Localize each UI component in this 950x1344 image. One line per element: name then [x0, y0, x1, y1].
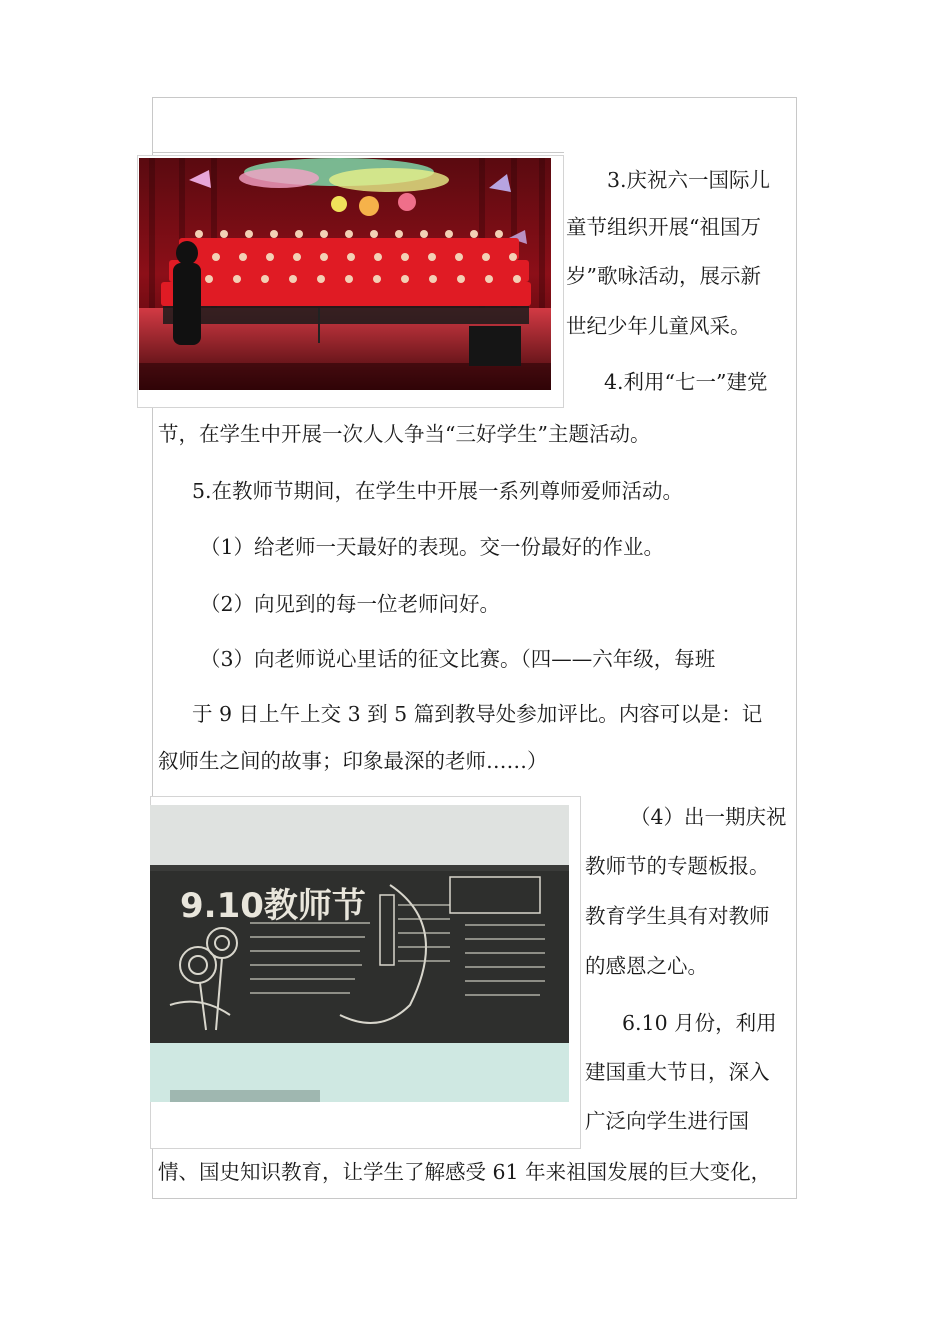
paragraph-6-line-3: 广泛向学生进行国 [585, 1109, 749, 1133]
paragraph-3-line-1: 3.庆祝六一国际儿 [607, 168, 771, 192]
sub-item-3-line-2: 于 9 日上午上交 3 到 5 篇到教导处参加评比。内容可以是：记 [192, 702, 763, 726]
paragraph-4-line-2: 节，在学生中开展一次人人争当“三好学生”主题活动。 [158, 422, 651, 446]
choir-photo-graphic [139, 158, 551, 390]
sub-item-4-line-4: 的感恩之心。 [585, 954, 708, 978]
blackboard-title: 9.10教师节 [180, 886, 366, 926]
sub-item-3-line-1: （3）向老师说心里话的征文比赛。（四——六年级，每班 [200, 647, 716, 671]
paragraph-3-line-2: 童节组织开展“祖国万 [566, 215, 761, 239]
paragraph-4-line-1: 4.利用“七一”建党 [604, 370, 768, 394]
sub-item-4-line-2: 教师节的专题板报。 [585, 854, 770, 878]
paragraph-6-line-1: 6.10 月份，利用 [622, 1011, 777, 1035]
sub-item-4-line-3: 教育学生具有对教师 [585, 904, 770, 928]
sub-item-3-line-3: 叙师生之间的故事；印象最深的老师……） [158, 749, 548, 773]
paragraph-3-line-3: 岁”歌咏活动，展示新 [566, 264, 761, 288]
sub-item-4-line-1: （4）出一期庆祝 [630, 805, 787, 829]
paragraph-6-line-2: 建国重大节日，深入 [585, 1060, 770, 1084]
sub-item-2: （2）向见到的每一位老师问好。 [200, 592, 501, 616]
blackboard-photo [150, 805, 569, 1102]
paragraph-6-line-4: 情、国史知识教育，让学生了解感受 61 年来祖国发展的巨大变化， [158, 1160, 772, 1184]
paragraph-5: 5.在教师节期间，在学生中开展一系列尊师爱师活动。 [192, 479, 684, 503]
frame-divider [152, 152, 564, 153]
sub-item-1: （1）给老师一天最好的表现。交一份最好的作业。 [200, 535, 665, 559]
paragraph-3-line-4: 世纪少年儿童风采。 [566, 314, 751, 338]
choir-stage-photo [139, 158, 551, 390]
